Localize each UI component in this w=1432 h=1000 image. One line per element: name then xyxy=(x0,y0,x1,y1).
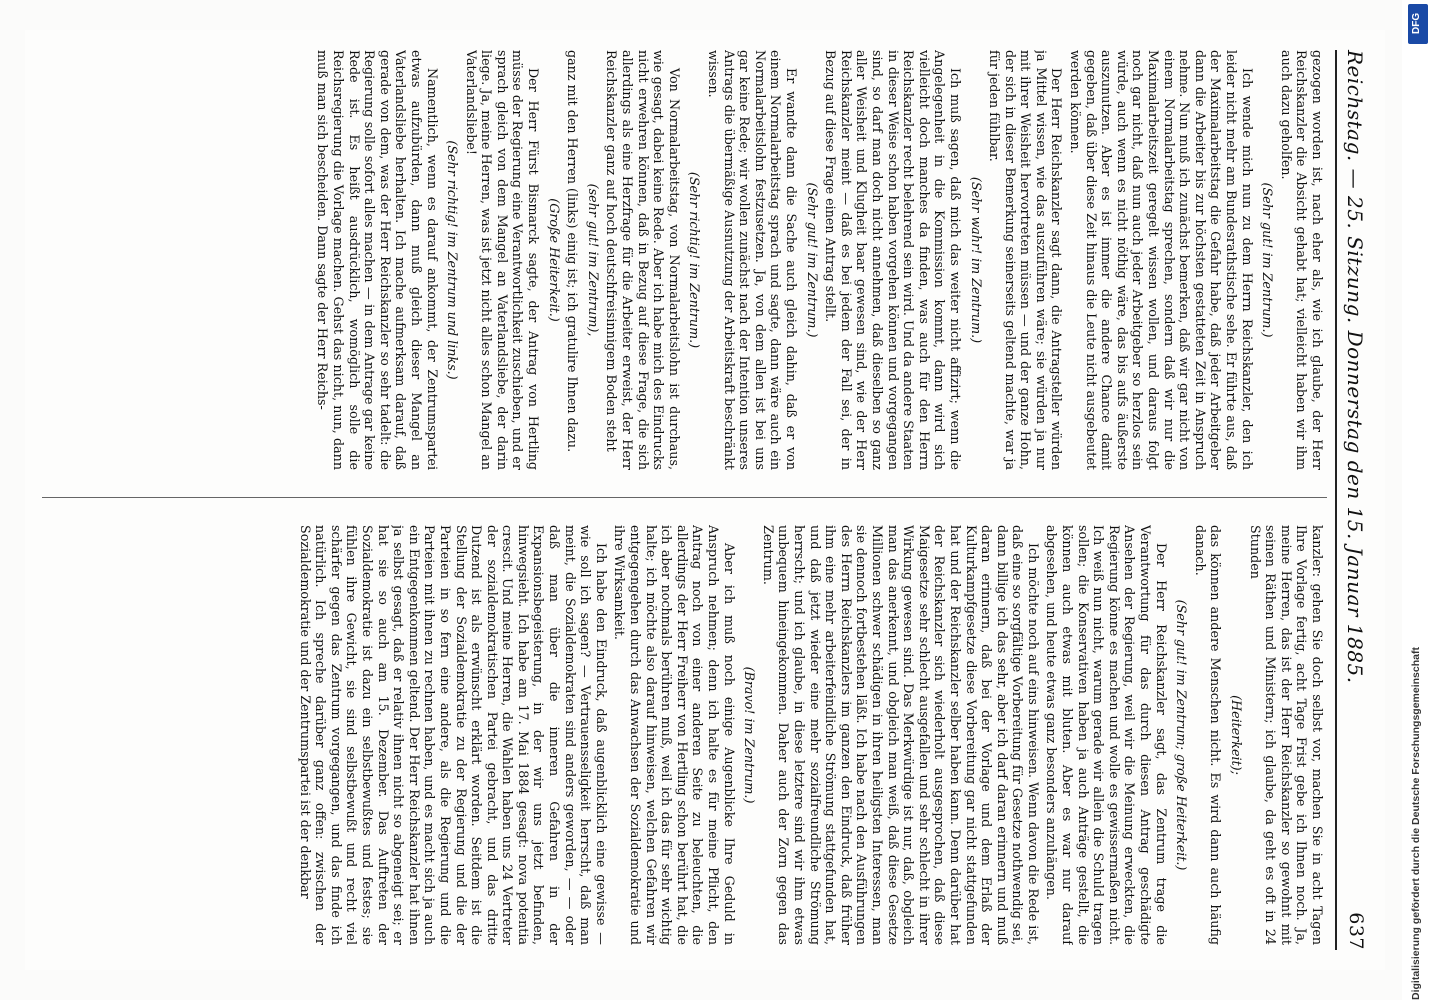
interjection: (Bravo! im Zentrum.) xyxy=(742,666,758,804)
paragraph: das können andere Menschen nicht. Es wird dann auch häufig danach. xyxy=(1192,525,1224,945)
paragraph: Der Herr Reichskanzler sagt dann, die Antragsteller würden ja Mittel wissen, wie das auszuführen wäre; sie würden ja nur mit ihrer Weisheit hervortreten müssen — und der ganze Hohn, der sich in dieser Bemerkung seinerseits geltend machte, war ja für jeden fühlbar. xyxy=(987,50,1065,470)
text-column-right xyxy=(45,525,1325,945)
paragraph: Namentlich, wenn es darauf ankommt, der Zentrumspartei etwas aufzubürden, dann muß gleich dieser Mangel an Vaterlandsliebe herhalten. Ich mache aufmerksam darauf, daß gerade von dem, was der Herr Reichskanzler so sehr tadelt: die Regierung solle sofort alles machen — in dem Antrage gar keine Rede ist. Es heißt ausdrücklich, womöglich solle die Reichsregierung die Vorlage machen. Gehst das nicht, nun, dann muß man sich bescheiden. Dann sagte der Herr Reichs- xyxy=(315,50,440,470)
text-column-left xyxy=(45,50,1325,470)
paragraph: Aber ich muß noch einige Augenblicke Ihre Geduld in Anspruch nehmen; denn ich halte es für meine Pflicht, den Antrag noch von einer anderen Seite zu beleuchten, die allerdings der Herr Freiherr von Hertling schon berührt hat, die ich aber nochmals berühren muß, weil ich das für sehr wichtig halte; ich möchte also darauf hinweisen, welchen Gefahren wir entgegengehen durch das Anwachsen der Sozialdemokratie und ihre Wirksamkeit. xyxy=(612,525,737,945)
page-number: 637 xyxy=(1345,912,1367,950)
paragraph: Der Herr Reichskanzler sagt, das Zentrum trage die Verantwortung für das durch diesen Antrag geschädigte Ansehen der Regierung, weil wir die Meinung erweckten, die Regierung könne es machen und wolle es gewissermaßen nicht. Ich weiß nun nicht, warum gerade wir allein die Schuld tragen sollen; die Konservativen haben ja auch Anträge gestellt, die können auch etwas mit bluten. Aber es war nur darauf abgesehen, und heute etwas ganz besonders anzuhängen. xyxy=(1044,525,1169,945)
rotated-document-page xyxy=(25,30,1385,970)
interjection: (sehr gut! im Zentrum), xyxy=(585,183,601,337)
interjection: (Sehr richtig! im Zentrum und links.) xyxy=(445,140,461,380)
paragraph: Ich muß sagen, daß mich das weiter nicht affizirt; wenn die Angelegenheit in die Kommission kommt, dann wird sich vielleicht doch manches da finden, was auch für den Herrn Reichskanzler recht belehrend sein wird. Und da andere Staaten in dieser Weise schon haben vorgehen können und vorgegangen sind, so darf man doch nicht annehmen, daß dieselben so ganz aller Weisheit und Klugheit baar gewesen sind, wie der Herr Reichskanzler meint — daß es bei jedem der Fall sei, der in Bezug auf diese Frage einen Antrag stellt. xyxy=(823,50,963,470)
paragraph: Ich wende mich nun zu dem Herrn Reichskanzler, den ich leider nicht mehr am Bundesrathstische sehe. Er führte aus, daß der Maximalarbeitstag die Gefahr habe, daß jeder Arbeitgeber dann die Arbeiter bis zur höchsten gestatteten Zeit in Anspruch nehme. Nun muß ich zunächst bemerken, daß wir gar nicht von einem Normalarbeitstag sprechen, sondern daß wir nur die Maximalarbeitszeit geregelt wissen wollen, und daraus folgt noch gar nicht, daß nun auch jeder Arbeitgeber so herzlos sein würde, auch wenn es nicht nöthig wäre, das bis aufs äußerste auszunutzen. Aber es ist immer die andere Chance damit gegeben, daß über diese Zeit hinaus die Leute nicht ausgebeutet werden können. xyxy=(1068,50,1255,470)
interjection: (Sehr gut! im Zentrum.) xyxy=(804,182,820,338)
interjection: (Sehr gut! im Zentrum.) xyxy=(1260,182,1276,338)
running-title: Reichstag. — 25. Sitzung. Donnerstag den 15. Januar 1885. xyxy=(1343,50,1367,684)
paragraph: kanzler: gehen Sie doch selbst vor, machen Sie in acht Tagen Ihre Vorlage fertig, acht Tage Frist gebe ich Ihnen noch. Ja, meine Herren, das ist der Herr Reichskanzler so gewohnt mit seinen Räthen und Ministern; ich glaube, da geht es oft in 24 Stunden xyxy=(1247,525,1325,945)
column-divider xyxy=(42,497,1327,498)
paragraph: Ich möchte noch auf eins hinweisen. Wenn davon die Rede ist, daß eine so sorgfältige Vorbereitung für Gesetze nothwendig sei, dann billige ich das sehr, aber ich darf daran erinnern und muß daran erinnern, daß bei der Vorlage und dem Erlaß der Kulturkampfgesetze diese Vorbereitung gar nicht stattgefunden hat und der Reichskanzler selber haben kann. Denn darüber hat der Reichskanzler sich wiederholt ausgesprochen, daß diese Maigesetze sehr schlecht ausgefallen und sehr schlecht in ihrer Wirkung gewesen sind. Das Merkwürdige ist nur, daß, obgleich man das anerkennt, und obgleich man weiß, daß diese Gesetze Millionen schwer schädigen in ihren heiligsten Interessen, man sie dennoch fortbestehen läßt. Ich habe nach den Ausführungen des Herrn Reichskanzlers im ganzen den Eindruck, daß früher ihm eine mehr arbeiterfeindliche Strömung stattgefunden hat, und daß jetzt wieder eine mehr sozialfreundliche Strömung herrscht; und ich glaube, in diese letztere sind wir ihm etwas unbequem hineingekommen. Daher auch der Zorn gegen das Zentrum. xyxy=(760,525,1041,945)
paragraph: Von Normalarbeitstag, von Normalarbeitslohn ist durchaus, wie gesagt, dabei keine Rede. Aber ich habe mich des Eindrucks nicht erwehren können, daß in Bezug auf diese Frage, die sich allerdings als eine Herzfrage für die Arbeiter erweist, der Herr Reichskanzler ganz auf hoch deutschfreisinnigem Boden steht xyxy=(604,50,682,470)
interjection: (Große Heiterkeit.) xyxy=(546,198,562,322)
paragraph: Er wandte dann die Sache auch gleich dahin, daß er von einem Normalarbeitstag sprach und sagte, dann wäre auch ein Normalarbeitslohn festzusetzen. Ja, von dem allen ist bei uns gar keine Rede; wir wollen zunächst nach der Intention unseres Antrags die übermäßige Ausnutzung der Arbeitskraft beschränkt wissen. xyxy=(706,50,799,470)
interjection: (Sehr gut! im Zentrum; große Heiterkeit.) xyxy=(1174,599,1190,871)
paragraph: gezogen worden ist, nach eher als, wie ich glaube, der Herr Reichskanzler die Absicht gehabt hat; vielleicht haben wir ihm auch dazu geholfen. xyxy=(1278,50,1325,470)
dfg-logo: DFG xyxy=(1408,4,1428,44)
paragraph: Der Herr Fürst Bismarck sagte, der Antrag von Hertling müsse der Regierung eine Verantwortlichkeit zuschieben, und er sprach gleich von dem Mangel an Vaterlandsliebe, der darin liege. Ja, meine Herren, was ist jetzt nicht alles schon Mangel an Vaterlandsliebe! xyxy=(463,50,542,470)
interjection: (Sehr richtig! im Zentrum.) xyxy=(687,171,703,349)
interjection: (Heiterkeit); xyxy=(1229,695,1245,775)
digitization-sidebar xyxy=(1402,0,1432,1000)
page-header xyxy=(1337,50,1373,950)
digitization-note: Digitalisierung gefördert durch die Deutsche Forschungsgemeinschaft xyxy=(1410,647,1422,1000)
header-rule xyxy=(1335,50,1337,950)
paragraph: Ich habe den Eindruck, daß augenblicklich eine gewisse — wie soll ich sagen? — Vertrauensseligkeit herrscht, daß man meint, die Sozialdemokraten sind anders geworden, — — oder daß man über die inneren Gefahren in der Expansionsbegeisterung, in der wir uns jetzt befinden, hinwegsieht. Ich habe am 17. Mai 1884 gesagt: nova potentia crescit. Und meine Herren, die Wahlen haben uns 24 Vertreter der sozialdemokratischen Partei gebracht, und das dritte Dutzend ist als erwünscht erklärt worden. Seitdem ist die Stellung der Sozialdemokratie zu der Regierung und die der Parteien in so fern eine andere, als die Regierung und die Parteien mit ihnen zu rechnen haben, und es macht sich ja auch ein Entgegenkommen geltend. Der Herr Reichskanzler hat ihnen ja selbst gesagt, daß er relativ ihnen nicht so abgeneigt sei; er hat sie so auch am 15. Dezember. Das Auftreten der Sozialdemokratie ist dazu ein selbstbewußtes und festes; sie fühlen ihre Gewicht, sie sind selbstbewußt und recht viel schärfer gegen das Zentrum vorgegangen, und das finde ich natürlich. Ich spreche darüber ganz offen: zwischen der Sozialdemokratie und der Zentrumspartei ist der denkbar xyxy=(297,525,609,945)
paragraph: ganz mit den Herren (links) einig ist; ich gratulire Ihnen dazu. xyxy=(565,50,581,453)
interjection: (Sehr wahr! im Zentrum.) xyxy=(968,176,984,344)
